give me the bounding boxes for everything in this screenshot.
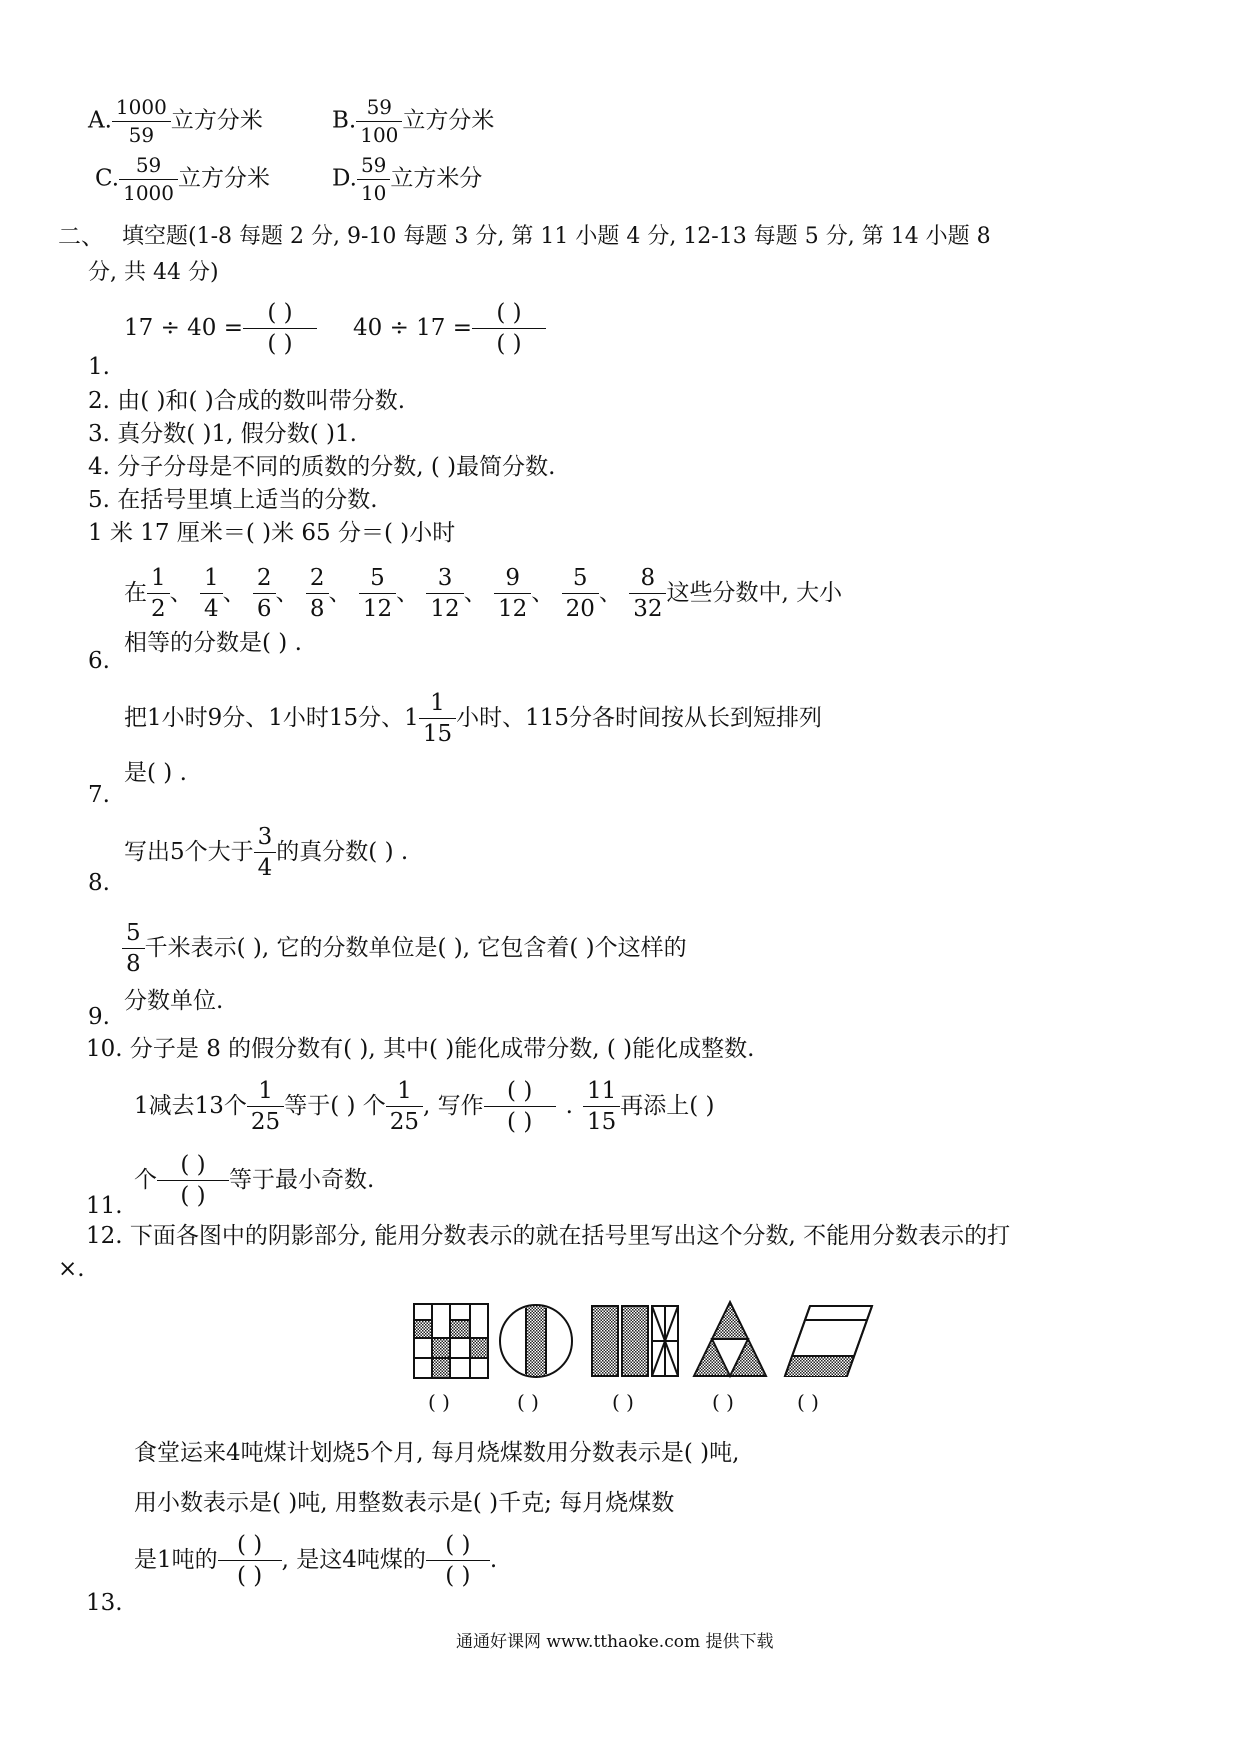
q9-number: 9. <box>88 1004 110 1030</box>
q1-expressions: 17 ÷ 40 = ( ) ( ) 40 ÷ 17 = ( ) ( ) <box>124 300 546 358</box>
answer-fraction[interactable]: ( ) ( ) <box>245 300 315 358</box>
footer-credit: 通通好课网 www.tthaoke.com 提供下载 <box>456 1632 774 1652</box>
section-title: 填空题(1-8 每题 2 分, 9-10 每题 3 分, 第 11 小题 4 分, 12-13 每题 5 分, 第 14 小题 8 <box>122 224 991 249</box>
answer-blank-1[interactable]: ( ) <box>428 1390 450 1414</box>
q8-line: 写出5个大于 $\frac{3}{4}$ 的真分数( ) . <box>124 824 409 882</box>
q7-line2: 是( ) . <box>124 760 187 786</box>
q2: 2. 由( )和( )合成的数叫带分数. <box>88 388 406 414</box>
fraction: $\frac{3}{12}$ <box>428 565 461 623</box>
q6-line1: 在 $\frac{1}{2}$ 、 $\frac{1}{4}$ 、 $\frac{2}{6}$ 、 $\frac{2}{8}$ 、 $\frac{5}{12}$ 、 $\frac{3}{12}$ 、 $\frac{9}{12}$ 、 $\frac{5}{20}$ 、 $\frac{8}{32}$ 这些分数中, 大小 <box>124 565 843 623</box>
triangle-shape <box>694 1302 766 1376</box>
q13-line2: 用小数表示是( )吨, 用整数表示是( )千克; 每月烧煤数 <box>134 1490 675 1516</box>
fraction: $\frac{59}{1000}$ <box>121 154 176 205</box>
grid-rectangle-shape <box>414 1304 488 1378</box>
answer-fraction[interactable]: ( ) ( ) <box>159 1152 227 1210</box>
fraction: $\frac{5}{8}$ <box>124 920 143 978</box>
q7-line1: 把1小时9分、1小时15分、1 $\frac{1}{15}$ 小时、115分各时间按从长到短排列 <box>124 690 822 748</box>
q11-line1: 1减去13个 $\frac{1}{25}$ 等于( ) 个 $\frac{1}{25}$ , 写作 ( ) ( ) . $\frac{11}{15}$ 再添上( ) <box>134 1078 715 1136</box>
answer-blank-3[interactable]: ( ) <box>612 1390 634 1414</box>
answer-fraction[interactable]: ( ) ( ) <box>428 1532 488 1590</box>
q11-line2: 个 ( ) ( ) 等于最小奇数. <box>134 1152 375 1210</box>
answer-blank-4[interactable]: ( ) <box>712 1390 734 1414</box>
q4: 4. 分子分母是不同的质数的分数, ( )最简分数. <box>88 454 556 480</box>
answer-fraction[interactable]: ( ) ( ) <box>486 1078 554 1136</box>
q5: 5. 在括号里填上适当的分数. <box>88 487 378 513</box>
q12-line2: ×. <box>58 1256 85 1282</box>
fraction: $\frac{2}{8}$ <box>308 565 327 623</box>
q1-number: 1. <box>88 354 110 380</box>
fraction: $\frac{1}{15}$ <box>421 690 454 748</box>
q13-line1: 食堂运来4吨煤计划烧5个月, 每月烧煤数用分数表示是( )吨, <box>134 1440 740 1466</box>
fraction: $\frac{5}{20}$ <box>564 565 597 623</box>
answer-fraction[interactable]: ( ) ( ) <box>220 1532 280 1590</box>
option-c: C. $\frac{59}{1000}$ 立方分米 <box>95 153 270 205</box>
option-b: B. $\frac{59}{100}$ 立方分米 <box>332 95 495 147</box>
q12-line1: 12. 下面各图中的阴影部分, 能用分数表示的就在括号里写出这个分数, 不能用分数表示的打 <box>86 1223 1011 1249</box>
section-marker: 二、 <box>58 224 104 250</box>
fraction: $\frac{1}{4}$ <box>202 565 221 623</box>
q6-number: 6. <box>88 648 110 674</box>
q6-line2: 相等的分数是( ) . <box>124 630 302 656</box>
answer-blank-5[interactable]: ( ) <box>797 1390 819 1414</box>
bar-rectangles-shape <box>592 1306 678 1376</box>
fraction: $\frac{59}{10}$ <box>359 154 388 205</box>
q7-number: 7. <box>88 782 110 808</box>
q8-number: 8. <box>88 870 110 896</box>
section-title-cont: 分, 共 44 分) <box>88 260 219 285</box>
fraction: $\frac{59}{100}$ <box>358 96 400 147</box>
q5-conversions: 1 米 17 厘米＝( )米 65 分＝( )小时 <box>88 520 456 546</box>
fraction: $\frac{9}{12}$ <box>496 565 529 623</box>
fraction: $\frac{8}{32}$ <box>631 565 664 623</box>
q9-line1: $\frac{5}{8}$ 千米表示( ), 它的分数单位是( ), 它包含着( )个这样的 <box>122 920 687 978</box>
q13-number: 13. <box>86 1590 123 1616</box>
circle-shape <box>500 1305 572 1377</box>
fraction: $\frac{3}{4}$ <box>256 824 275 882</box>
q13-line3: 是1吨的 ( ) ( ) , 是这4吨煤的 ( ) ( ) . <box>134 1532 498 1590</box>
fraction: $\frac{1000}{59}$ <box>114 96 169 147</box>
parallelogram-shape <box>785 1306 872 1376</box>
fraction: $\frac{2}{6}$ <box>255 565 274 623</box>
shaded-shapes-figure <box>410 1300 880 1382</box>
option-a: A. $\frac{1000}{59}$ 立方分米 <box>88 95 263 147</box>
answer-blank-2[interactable]: ( ) <box>517 1390 539 1414</box>
answer-fraction[interactable]: ( ) ( ) <box>474 300 544 358</box>
fraction: $\frac{1}{2}$ <box>149 565 168 623</box>
fraction: $\frac{11}{15}$ <box>585 1078 618 1136</box>
q9-line2: 分数单位. <box>124 988 224 1014</box>
q3: 3. 真分数( )1, 假分数( )1. <box>88 421 357 447</box>
q11-number: 11. <box>86 1193 123 1219</box>
fraction: $\frac{1}{25}$ <box>249 1078 282 1136</box>
option-d: D. $\frac{59}{10}$ 立方米分 <box>332 153 483 205</box>
fraction: $\frac{5}{12}$ <box>361 565 394 623</box>
fraction: $\frac{1}{25}$ <box>388 1078 421 1136</box>
q10: 10. 分子是 8 的假分数有( ), 其中( )能化成带分数, ( )能化成整数. <box>86 1036 755 1062</box>
